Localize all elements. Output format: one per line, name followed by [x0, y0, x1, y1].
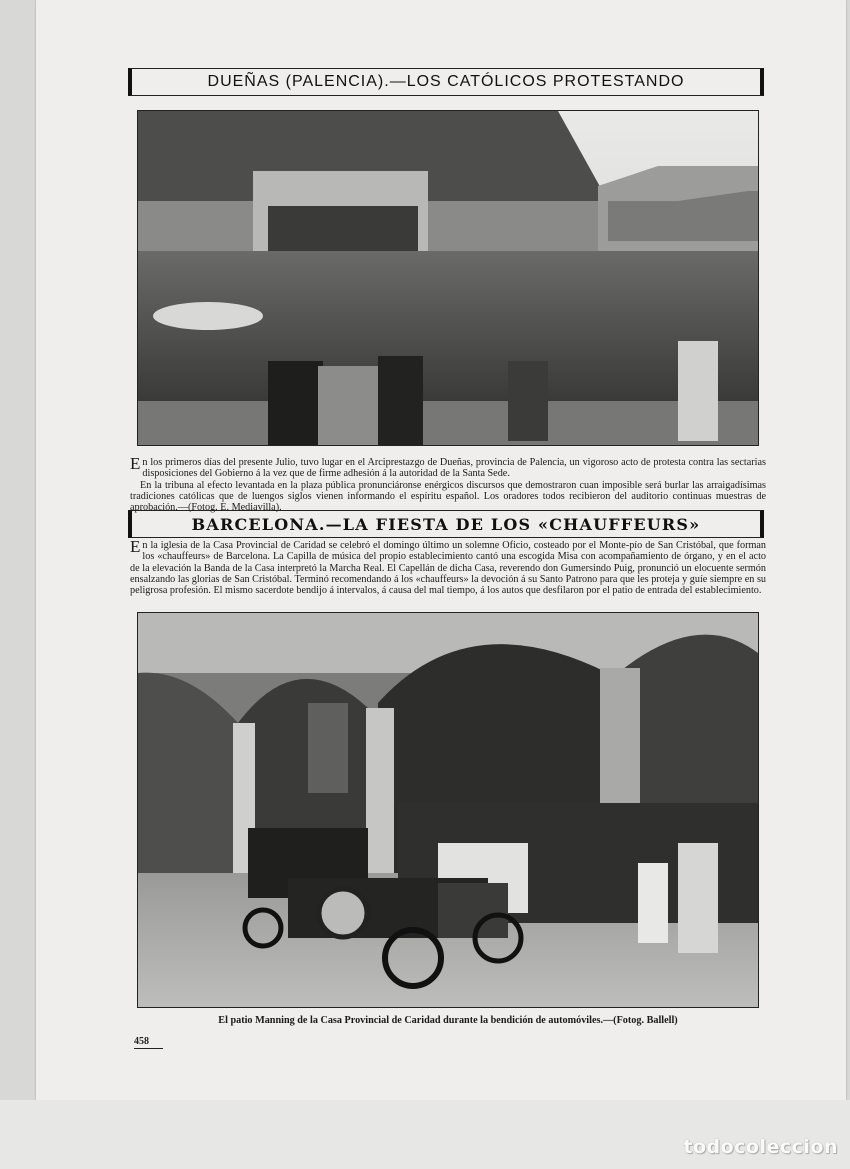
photo-courtyard-image: [138, 613, 758, 1007]
article-paragraph: En la tribuna al efecto levantada en la plaza pública pronunciáronse enérgicos discursos que demostraron cuan imposible será burlar las arraigadísimas tradiciones católicas que de luengos siglos vienen informando el espíritu español. Los oradores todos recibieron del auditorio continuas muestras de aprobación.—(Fotog. E. Mediavilla).: [130, 479, 766, 514]
photo-crowd-protest: [137, 110, 759, 446]
section-title-barcelona: [128, 510, 764, 538]
watermark-logo: todocoleccion: [683, 1136, 838, 1158]
section-title-duenas: [128, 68, 764, 96]
page-number: 458: [134, 1036, 163, 1049]
photo-crowd-image: [138, 111, 758, 445]
article-duenas-text: [130, 454, 766, 514]
article-paragraph: n los primeros días del presente Julio, tuvo lugar en el Arciprestazgo de Dueñas, provincia de Palencia, un vigoroso acto de protesta contra las sectarias disposiciones del Gobierno á la vez que de firme adhesión á la autoridad de la Santa Sede.: [142, 457, 766, 480]
article-barcelona-text: [130, 537, 766, 597]
scan-background: [0, 1100, 850, 1169]
photo-caption: El patio Manning de la Casa Provincial de Caridad durante la bendición de automóviles.—(Fotog. Ballell): [218, 1015, 678, 1026]
section-title-text: BARCELONA.—LA FIESTA DE LOS «CHAUFFEURS»: [191, 514, 701, 534]
drop-cap: E: [130, 537, 141, 556]
section-title-text: DUEÑAS (PALENCIA).—LOS CATÓLICOS PROTESTANDO: [207, 73, 685, 90]
article-paragraph: n la iglesia de la Casa Provincial de Caridad se celebró el domingo último un solemne Oficio, costeado por el Monte-pío de San Cristóbal, que forman los «chauffeurs» de Barcelona. La Capilla de música del propio establecimiento cantó una escogida Misa con acompañamiento de órgano, y en el acto de la elevación la Banda de la Casa interpretó la Marcha Real. El Capellán de dicha Casa, reverendo don Gumersindo Puig, pronunció un elocuente sermón ensalzando las glorias de San Cristóbal. Terminó recomendando á los «chauffeurs» la devoción á su Santo Patrono para que les proteja y guíe siempre en su peligrosa profesión. El mismo sacerdote bendijo á intervalos, á causa del mal tiempo, á los autos que desfilaron por el patio de entrada del establecimiento.: [130, 540, 766, 597]
photo-car-blessing: [137, 612, 759, 1008]
drop-cap: E: [130, 454, 141, 473]
